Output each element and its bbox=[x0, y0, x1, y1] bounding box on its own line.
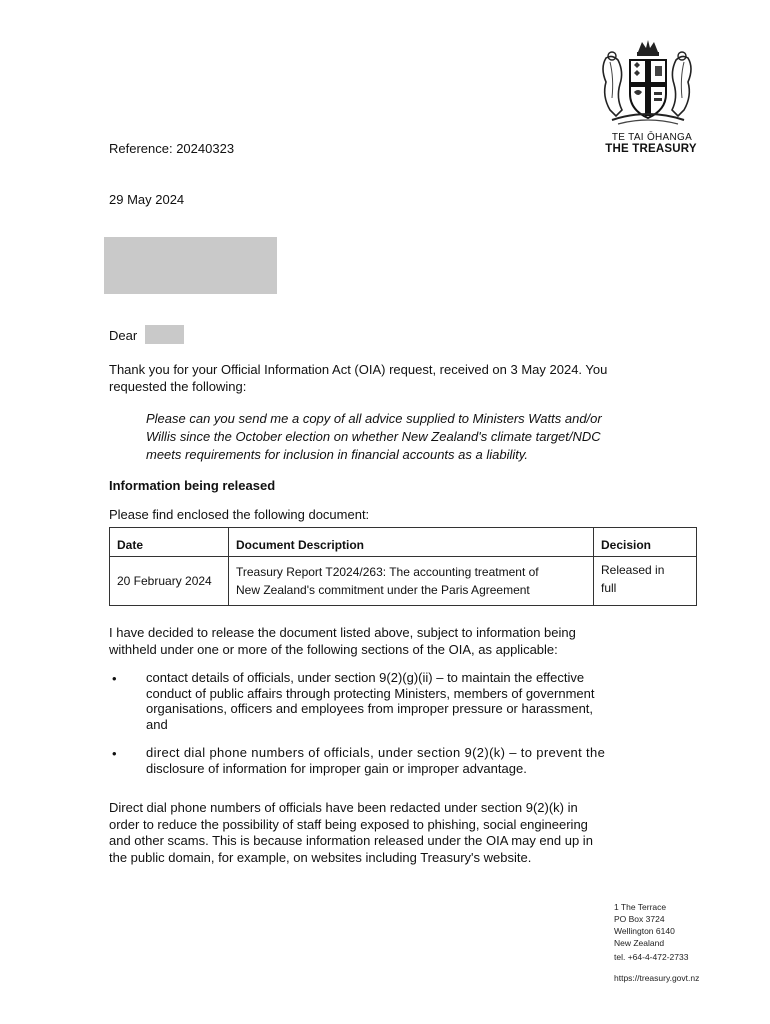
request-quote bbox=[146, 410, 666, 464]
table-row bbox=[110, 557, 697, 606]
cell-date: 20 February 2024 bbox=[110, 557, 229, 606]
bullet-icon: • bbox=[112, 671, 117, 686]
paragraph-line: order to reduce the possibility of staff being exposed to phishing, social engineering bbox=[109, 816, 588, 832]
documents-table bbox=[109, 527, 697, 606]
address-line: 1 The Terrace bbox=[614, 902, 667, 912]
redacted-recipient-name bbox=[145, 325, 184, 344]
decision-paragraph bbox=[109, 624, 699, 658]
org-name-english: THE TREASURY bbox=[605, 143, 697, 155]
reference-number: Reference: 20240323 bbox=[109, 141, 235, 156]
header-decision: Decision bbox=[594, 528, 697, 557]
enclosed-text: Please find enclosed the following document: bbox=[109, 507, 370, 522]
cell-decision bbox=[594, 557, 697, 606]
intro-paragraph bbox=[109, 361, 689, 395]
bullet-item bbox=[146, 745, 676, 776]
address-line: Wellington 6140 bbox=[614, 926, 675, 936]
bullet-icon: • bbox=[112, 746, 117, 761]
redacted-address-block bbox=[104, 237, 277, 294]
nz-coat-of-arms-icon bbox=[596, 38, 700, 128]
redaction-paragraph bbox=[109, 800, 699, 866]
bullet-line: conduct of public affairs through protecting Ministers, members of government bbox=[146, 685, 595, 701]
bullet-line: contact details of officials, under section 9(2)(g)(ii) – to maintain the effective bbox=[146, 670, 585, 685]
decision-line: full bbox=[601, 581, 617, 595]
address-line: PO Box 3724 bbox=[614, 914, 665, 924]
description-line: Treasury Report T2024/263: The accounting treatment of bbox=[236, 565, 539, 579]
intro-line: Thank you for your Official Information Act (OIA) request, received on 3 May 2024. You bbox=[109, 362, 608, 377]
quote-line: Willis since the October election on whether New Zealand's climate target/NDC bbox=[146, 429, 601, 444]
quote-line: Please can you send me a copy of all advice supplied to Ministers Watts and/or bbox=[146, 411, 602, 426]
website-link[interactable]: https://treasury.govt.nz bbox=[614, 973, 700, 983]
salutation: Dear bbox=[109, 328, 138, 343]
description-line: New Zealand's commitment under the Paris Agreement bbox=[236, 583, 530, 597]
letter-date: 29 May 2024 bbox=[109, 192, 185, 207]
paragraph-line: I have decided to release the document listed above, subject to information being bbox=[109, 625, 576, 640]
bullet-line: disclosure of information for improper gain or improper advantage. bbox=[146, 760, 527, 776]
paragraph-line: the public domain, for example, on websites including Treasury's website. bbox=[109, 849, 532, 865]
section-heading: Information being released bbox=[109, 478, 276, 493]
cell-description bbox=[229, 557, 594, 606]
quote-line: meets requirements for inclusion in financial accounts as a liability. bbox=[146, 447, 528, 462]
header-date: Date bbox=[110, 528, 229, 557]
org-name-maori: TE TAI ŌHANGA bbox=[611, 132, 693, 143]
bullet-line: and bbox=[146, 716, 168, 732]
table-header-row bbox=[110, 528, 697, 557]
paragraph-line: withheld under one or more of the following sections of the OIA, as applicable: bbox=[109, 642, 558, 657]
paragraph-line: and other scams. This is because information released under the OIA may end up in bbox=[109, 833, 593, 848]
address-line: New Zealand bbox=[614, 938, 665, 948]
intro-line: requested the following: bbox=[109, 379, 247, 394]
telephone: tel. +64-4-472-2733 bbox=[614, 952, 689, 962]
paragraph-line: Direct dial phone numbers of officials have been redacted under section 9(2)(k) in bbox=[109, 800, 578, 815]
bullet-line: organisations, officers and employees from improper pressure or harassment, bbox=[146, 701, 594, 716]
header-description: Document Description bbox=[229, 528, 594, 557]
decision-line: Released in bbox=[601, 563, 665, 577]
bullet-item bbox=[146, 670, 676, 732]
bullet-line: direct dial phone numbers of officials, under section 9(2)(k) – to prevent the bbox=[146, 745, 606, 760]
